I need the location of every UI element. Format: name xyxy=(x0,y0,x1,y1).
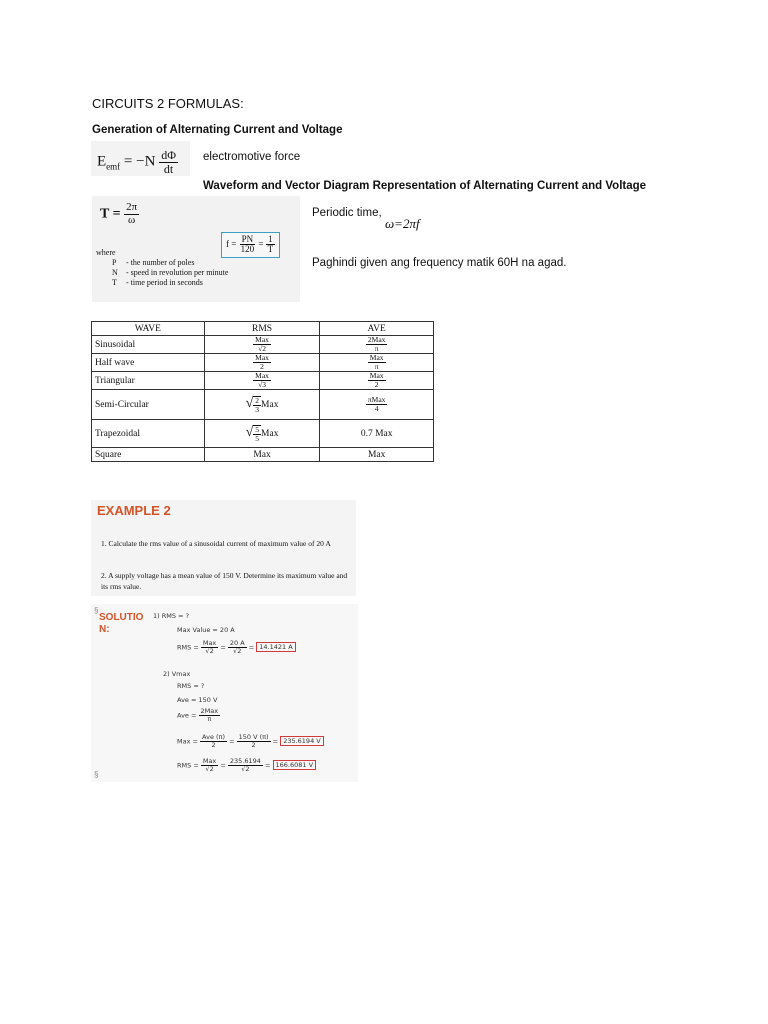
section-heading-waveform: Waveform and Vector Diagram Representation of Alternating Current and Voltage xyxy=(203,180,647,192)
solution-line: 2) Vmax xyxy=(163,670,191,678)
solution-line: 1) RMS = ? xyxy=(153,612,190,620)
bullet-icon: § xyxy=(94,770,99,779)
waveform-table xyxy=(91,321,434,462)
frequency-note: Paghindi given ang frequency matik 60H na agad. xyxy=(312,257,567,269)
solution-line: Max = $\frac{\text{Ave (π)}}{2}$ = $\frac{150 V (\pi)}{2}$ = 235.6194 V xyxy=(177,734,324,749)
legend-item: T - time period in seconds xyxy=(112,278,203,287)
legend-item: P - the number of poles xyxy=(112,258,195,267)
sqrt-icon: √ xyxy=(245,395,254,411)
solution-line: RMS = $\frac{\text{Max}}{√2}$ = $\frac{235.6194}{√2}$ = 166.6081 V xyxy=(177,758,316,773)
table-row: Square Max Max xyxy=(92,448,434,462)
table-row: Semi-Circular √ $\frac{2}{3}$ Max $\frac{\text{πMax}}{4}$ xyxy=(92,390,434,420)
solution-title: SOLUTIO N: xyxy=(99,612,144,635)
header-ave: AVE xyxy=(320,322,434,336)
period-formula: T = $\frac{2\pi}{\omega}$ xyxy=(100,201,138,226)
example-question-2: 2. A supply voltage has a mean value of 150 V. Determine its maximum value and its rms value. xyxy=(101,571,348,591)
header-wave: WAVE xyxy=(92,322,205,336)
header-rms: RMS xyxy=(204,322,320,336)
solution-line: Ave = $\frac{\text{2Max}}{\pi}$ xyxy=(177,707,219,723)
answer-box: 166.6081 V xyxy=(273,760,317,770)
bullet-icon: § xyxy=(94,606,99,615)
frequency-formula: f = $\frac{PN}{120}$ = $\frac{1}{T}$ xyxy=(221,232,280,258)
periodic-time-label: Periodic time, xyxy=(312,207,382,219)
answer-box: 14.1421 A xyxy=(256,642,295,652)
emf-formula: $E_{emf} = -N$ $\frac{d\Phi}{dt}$ xyxy=(97,148,176,176)
table-row: Trapezoidal √ $\frac{5}{5}$ Max 0.7 Max xyxy=(92,420,434,448)
solution-line: Ave = 150 V xyxy=(177,696,218,704)
table-header-row xyxy=(92,322,434,336)
table-row: Triangular $\frac{\text{Max}}{√3}$ $\frac{\text{Max}}{2}$ xyxy=(92,372,434,390)
document-title: CIRCUITS 2 FORMULAS: xyxy=(92,96,244,111)
section-heading-generation: Generation of Alternating Current and Voltage xyxy=(92,124,343,136)
period-formula-image xyxy=(92,196,300,302)
where-label: where xyxy=(96,248,116,257)
emf-formula-image xyxy=(91,141,190,176)
table-row: Sinusoidal $\frac{\text{Max}}{√2}$ $\frac{\text{2Max}}{\pi}$ xyxy=(92,336,434,354)
legend-list xyxy=(112,258,228,288)
solution-line: RMS = ? xyxy=(177,682,205,690)
sqrt-icon: √ xyxy=(245,424,254,440)
solution-line: Max Value = 20 A xyxy=(177,626,235,634)
omega-formula: ω=2πf xyxy=(385,216,420,231)
table-row: Half wave $\frac{\text{Max}}{2}$ $\frac{\text{Max}}{\pi}$ xyxy=(92,354,434,372)
legend-item: N - speed in revolution per minute xyxy=(112,268,229,277)
answer-box: 235.6194 V xyxy=(280,736,324,746)
solution-line: RMS = $\frac{\text{Max}}{√2}$ = $\frac{20 A}{√2}$ = 14.1421 A xyxy=(177,640,296,655)
emf-label: electromotive force xyxy=(203,151,301,163)
example-title: EXAMPLE 2 xyxy=(97,503,171,518)
solution-image xyxy=(91,604,358,782)
example-question-1: 1. Calculate the rms value of a sinusoidal current of maximum value of 20 A xyxy=(101,539,331,548)
example-image xyxy=(91,500,356,596)
